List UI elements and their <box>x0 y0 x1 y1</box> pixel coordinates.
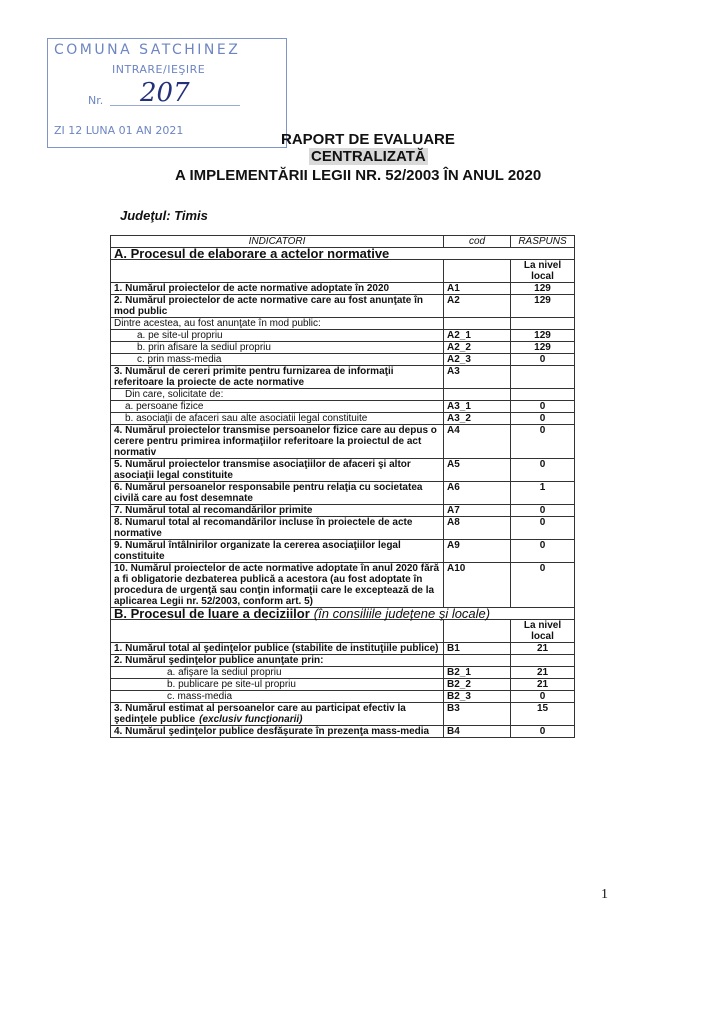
title-line-1: RAPORT DE EVALUARE <box>281 131 455 148</box>
indicator-cell: 10. Numărul proiectelor de acte normative adoptate în anul 2020 fără a fi obligatorie dezbaterea publică a acestora (au fost adoptate în procedura de urgenţă sau conţin informaţii care le exceptează de la aplicarea Legii nr. 52/2003, conform art. 5) <box>111 563 444 608</box>
indicator-cell: Din care, solicitate de: <box>111 389 444 401</box>
indicator-cell: a. persoane fizice <box>111 401 444 413</box>
value-cell: 0 <box>511 505 575 517</box>
indicator-cell: c. mass-media <box>111 691 444 703</box>
code-cell <box>444 318 511 330</box>
local-level-row <box>111 260 575 283</box>
stamp-institution: COMUNA SATCHINEZ <box>54 42 241 58</box>
indicator-cell: 3. Numărul de cereri primite pentru furnizarea de informaţii referitoare la proiecte de acte normative <box>111 366 444 389</box>
empty-cell <box>444 620 511 643</box>
indicator-cell: 6. Numărul persoanelor responsabile pentru relaţia cu societatea civilă care au fost desemnate <box>111 482 444 505</box>
code-cell: A2_2 <box>444 342 511 354</box>
indicator-cell: c. prin mass-media <box>111 354 444 366</box>
table-row <box>111 505 575 517</box>
value-cell: 0 <box>511 354 575 366</box>
indicator-cell: a. afişare la sediul propriu <box>111 667 444 679</box>
empty-cell <box>111 620 444 643</box>
table-row <box>111 655 575 667</box>
value-cell: 21 <box>511 679 575 691</box>
value-cell: 15 <box>511 703 575 726</box>
stamp-nr-label: Nr. <box>88 94 104 107</box>
indicator-cell: 1. Numărul proiectelor de acte normative adoptate în 2020 <box>111 283 444 295</box>
empty-cell <box>444 260 511 283</box>
code-cell: A2_1 <box>444 330 511 342</box>
indicator-cell: 4. Numărul proiectelor transmise persoanelor fizice care au depus o cerere pentru primirea informaţiilor referitoare la proiectul de act normativ <box>111 425 444 459</box>
table-row <box>111 643 575 655</box>
handwritten-nr: 207 <box>140 78 190 108</box>
indicator-cell: Dintre acestea, au fost anunţate în mod public: <box>111 318 444 330</box>
code-cell: B2_1 <box>444 667 511 679</box>
county-label: Judeţul: Timis <box>120 208 208 223</box>
table-row <box>111 726 575 738</box>
code-cell: B2_3 <box>444 691 511 703</box>
section-a-title: A. Procesul de elaborare a actelor normative <box>111 248 575 260</box>
value-cell: 129 <box>511 283 575 295</box>
code-cell <box>444 655 511 667</box>
empty-cell <box>111 260 444 283</box>
table-row <box>111 459 575 482</box>
table-row <box>111 295 575 318</box>
code-cell: A3_1 <box>444 401 511 413</box>
value-cell <box>511 318 575 330</box>
table-row <box>111 283 575 295</box>
table-row <box>111 563 575 608</box>
table-row <box>111 401 575 413</box>
title-line-3: A IMPLEMENTĂRII LEGII NR. 52/2003 ÎN ANUL 2020 <box>175 167 542 184</box>
table-row <box>111 342 575 354</box>
code-cell: A6 <box>444 482 511 505</box>
value-cell: 0 <box>511 425 575 459</box>
table-row <box>111 425 575 459</box>
indicator-cell: 2. Numărul şedinţelor publice anunţate prin: <box>111 655 444 667</box>
code-cell: A9 <box>444 540 511 563</box>
value-cell: 0 <box>511 691 575 703</box>
section-b-row <box>111 608 575 620</box>
value-cell: 0 <box>511 726 575 738</box>
table-row <box>111 354 575 366</box>
header-indicatori: INDICATORI <box>111 236 444 248</box>
value-cell: 0 <box>511 413 575 425</box>
table-row <box>111 703 575 726</box>
stamp-subtitle: INTRARE/IEŞIRE <box>112 63 206 76</box>
table-row <box>111 318 575 330</box>
section-b-note: (în consiliile judeţene şi locale) <box>313 606 491 621</box>
value-cell <box>511 366 575 389</box>
table-row <box>111 667 575 679</box>
code-cell: A10 <box>444 563 511 608</box>
code-cell: B1 <box>444 643 511 655</box>
table-row <box>111 540 575 563</box>
value-cell: 0 <box>511 563 575 608</box>
header-raspuns: RASPUNS <box>511 236 575 248</box>
value-cell: 0 <box>511 540 575 563</box>
value-cell: 21 <box>511 667 575 679</box>
code-cell: B4 <box>444 726 511 738</box>
table-row <box>111 389 575 401</box>
code-cell: A8 <box>444 517 511 540</box>
title-line-2: CENTRALIZATĂ <box>311 148 426 165</box>
value-cell: 129 <box>511 342 575 354</box>
value-cell: 21 <box>511 643 575 655</box>
table-row <box>111 517 575 540</box>
indicator-cell <box>111 703 444 726</box>
code-cell: A2 <box>444 295 511 318</box>
value-cell: 0 <box>511 459 575 482</box>
value-cell <box>511 655 575 667</box>
indicator-cell: b. publicare pe site-ul propriu <box>111 679 444 691</box>
indicator-text: 3. Numărul estimat al persoanelor care au participat efectiv la şedinţele publice <box>114 703 406 725</box>
code-cell: A3 <box>444 366 511 389</box>
value-cell: 0 <box>511 401 575 413</box>
section-b-label: B. Procesul de luare a deciziilor <box>114 606 310 621</box>
section-a-row <box>111 248 575 260</box>
indicator-cell: 4. Numărul şedinţelor publice desfăşurate în prezenţa mass-media <box>111 726 444 738</box>
indicator-cell: 5. Numărul proiectelor transmise asociaţiilor de afaceri şi altor asociaţii legal constituite <box>111 459 444 482</box>
indicator-cell: b. asociaţii de afaceri sau alte asociatii legal constituite <box>111 413 444 425</box>
value-cell: 129 <box>511 295 575 318</box>
code-cell: A4 <box>444 425 511 459</box>
local-level-label: La nivel local <box>511 260 575 283</box>
evaluation-table <box>110 235 575 738</box>
table-row <box>111 330 575 342</box>
table-row <box>111 413 575 425</box>
code-cell: A2_3 <box>444 354 511 366</box>
header-cod: cod <box>444 236 511 248</box>
table-row <box>111 482 575 505</box>
local-level-row <box>111 620 575 643</box>
indicator-cell: 9. Numărul întâlnirilor organizate la cererea asociaţiilor legal constituite <box>111 540 444 563</box>
table-row <box>111 366 575 389</box>
code-cell: A5 <box>444 459 511 482</box>
stamp-date-line: ZI 12 LUNA 01 AN 2021 <box>54 124 184 137</box>
indicator-cell: 2. Numărul proiectelor de acte normative care au fost anunţate în mod public <box>111 295 444 318</box>
page-number: 1 <box>601 887 608 902</box>
indicator-cell: a. pe site-ul propriu <box>111 330 444 342</box>
indicator-cell: 1. Numărul total al şedinţelor publice (stabilite de instituţiile publice) <box>111 643 444 655</box>
code-cell: A1 <box>444 283 511 295</box>
indicator-cell: b. prin afisare la sediul propriu <box>111 342 444 354</box>
value-cell: 0 <box>511 517 575 540</box>
indicator-note: (exclusiv funcţionarii) <box>199 714 303 725</box>
table-row <box>111 691 575 703</box>
value-cell <box>511 389 575 401</box>
section-b-title <box>111 608 575 620</box>
indicator-cell: 8. Numarul total al recomandărilor incluse în proiectele de acte normative <box>111 517 444 540</box>
code-cell: B2_2 <box>444 679 511 691</box>
code-cell <box>444 389 511 401</box>
code-cell: A3_2 <box>444 413 511 425</box>
code-cell: B3 <box>444 703 511 726</box>
indicator-cell: 7. Numărul total al recomandărilor primite <box>111 505 444 517</box>
value-cell: 1 <box>511 482 575 505</box>
local-level-label: La nivel local <box>511 620 575 643</box>
table-row <box>111 679 575 691</box>
value-cell: 129 <box>511 330 575 342</box>
code-cell: A7 <box>444 505 511 517</box>
